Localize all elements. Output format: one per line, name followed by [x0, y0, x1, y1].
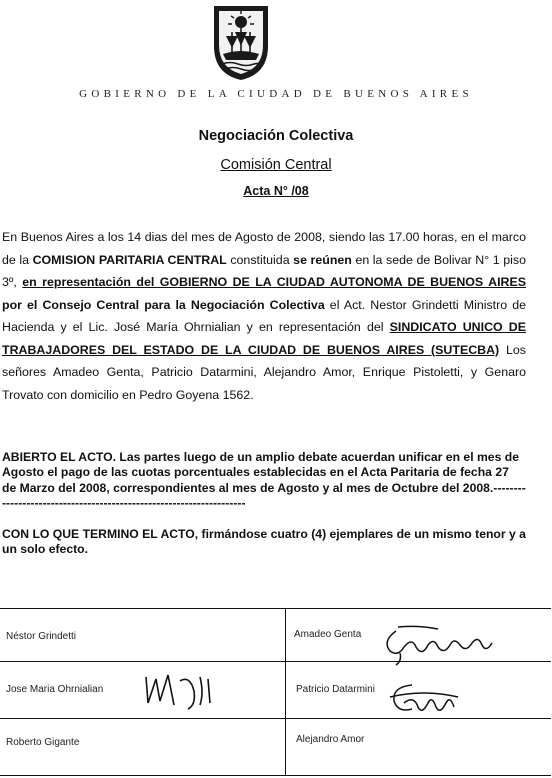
signatory-amor: Alejandro Amor	[296, 734, 365, 745]
sutecba-name: SINDICATO UNICO DE TRABAJADORES DEL ESTADO DE LA CIUDAD DE BUENOS AIRES (SUTECBA)	[2, 320, 526, 357]
document-title: Negociación Colectiva	[198, 128, 354, 144]
document-subtitle-container	[0, 157, 552, 173]
acta-number: Acta N° /08	[243, 184, 309, 198]
document-subtitle: Comisión Central	[220, 157, 332, 173]
government-representation: en representación del GOBIERNO DE LA CIUDAD AUTONOMA DE BUENOS AIRES	[22, 275, 526, 289]
closing-paragraph: CON LO QUE TERMINO EL ACTO, firmándose cuatro (4) ejemplares de un mismo tenor y a un solo efecto.	[2, 527, 526, 557]
government-name: GOBIERNO DE LA CIUDAD DE BUENOS AIRES	[79, 88, 473, 100]
comision-paritaria-central: COMISION PARITARIA CENTRAL	[32, 252, 227, 267]
agreement-paragraph: ABIERTO EL ACTO. Las partes luego de un amplio debate acuerdan unificar en el mes de Agosto el pago de las cuotas porcentuales establecidas en el Acta Paritaria de fecha 27 de Marzo del 2008, correspondientes al mes de Agosto y al mes de Octubre del 2008.--------------------------------------------------------------------	[2, 450, 526, 511]
paragraph-text: en la sede de Bolivar N° 1 piso 3º,	[2, 252, 526, 289]
genta-signature-icon	[378, 623, 498, 667]
buenos-aires-city-seal-icon	[210, 2, 272, 82]
table-divider	[0, 718, 551, 719]
signatory-gigante: Roberto Gigante	[6, 737, 80, 748]
consejo-central: por el Consejo Central para la Negociación Colectiva	[2, 297, 325, 312]
signatory-grindetti: Néstor Grindetti	[6, 631, 77, 642]
signatory-ohrnialian: Jose Maria Ohrnialian	[6, 684, 104, 695]
table-divider	[285, 609, 286, 775]
opening-paragraph	[2, 226, 526, 406]
paragraph-text: el Act. Nestor Grindetti Ministro de Hacienda y el Lic. José María Ohrnialian y en representación del	[2, 297, 526, 334]
signature-table	[0, 608, 551, 776]
datarmini-signature-icon	[384, 677, 464, 721]
signatory-genta: Amadeo Genta	[294, 629, 362, 640]
paragraph-text: constituida	[226, 252, 294, 267]
paragraph-text: Los señores Amadeo Genta, Patricio Datarmini, Alejandro Amor, Enrique Pistoletti, y Genaro Trovato con domicilio en Pedro Goyena 1562.	[2, 342, 526, 402]
ohrnialian-signature-icon	[138, 665, 218, 713]
acta-number-container	[0, 184, 552, 198]
se-reunen: se reúnen	[293, 252, 352, 267]
paragraph-text: En Buenos Aires a los 14 dias del mes de Agosto de 2008, siendo las 17.00 horas, en el marco de la	[2, 230, 526, 267]
signatory-datarmini: Patricio Datarmini	[296, 684, 375, 695]
